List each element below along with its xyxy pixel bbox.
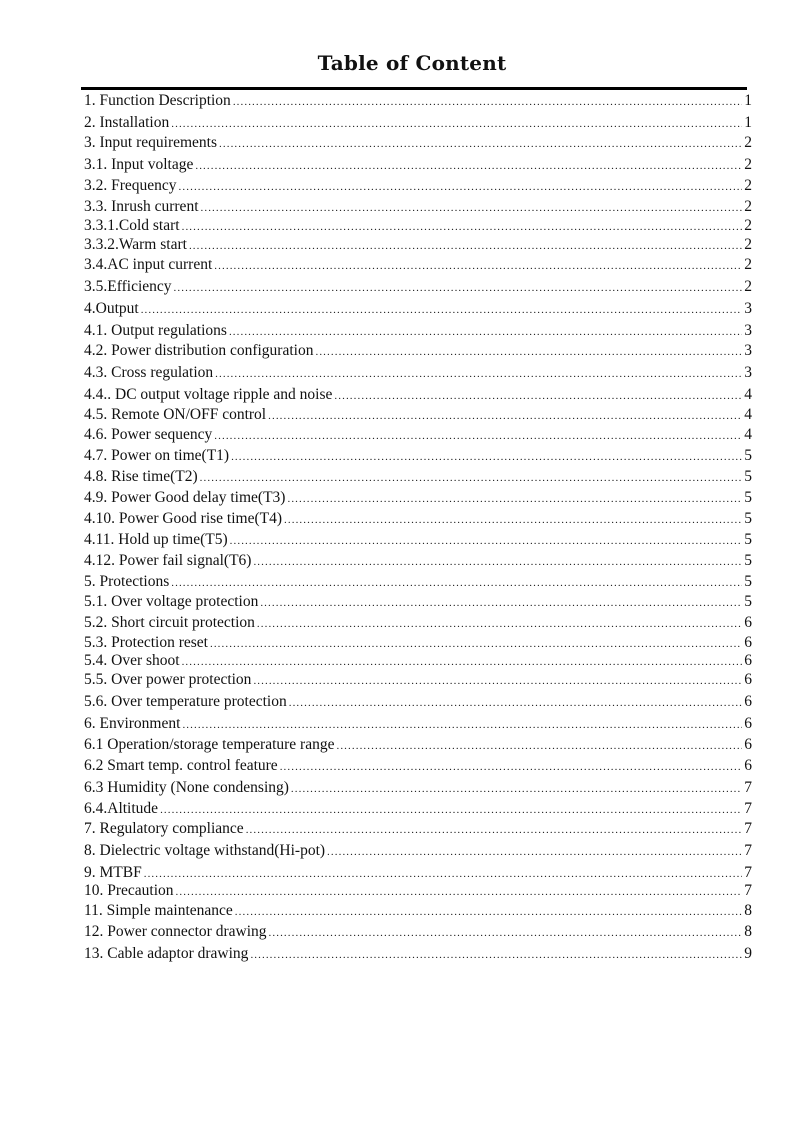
toc-entry-label: 9. MTBF: [84, 864, 142, 881]
toc-entry[interactable]: [84, 446, 752, 466]
toc-leader-dots: [235, 902, 742, 921]
toc-entry-page: 9: [744, 945, 752, 962]
toc-entry-label: 6.4.Altitude: [84, 800, 159, 817]
toc-leader-dots: [253, 671, 742, 690]
toc-entry-page: 2: [744, 134, 752, 151]
toc-entry[interactable]: [84, 91, 752, 111]
toc-leader-dots: [174, 278, 742, 297]
toc-entry-label: 11. Simple maintenance: [84, 902, 233, 919]
toc-leader-dots: [171, 114, 742, 133]
toc-leader-dots: [327, 842, 742, 861]
toc-entry-label: 7. Regulatory compliance: [84, 820, 244, 837]
toc-entry[interactable]: [84, 509, 752, 529]
toc-entry-label: 3.3.2.Warm start: [84, 236, 187, 253]
toc-entry-page: 2: [744, 236, 752, 253]
toc-entry-label: 3.3.1.Cold start: [84, 217, 180, 234]
toc-leader-dots: [182, 652, 742, 671]
toc-entry-page: 1: [744, 114, 752, 131]
toc-entry[interactable]: [84, 551, 752, 571]
toc-leader-dots: [231, 447, 742, 466]
toc-leader-dots: [214, 256, 742, 275]
toc-entry-label: 5.3. Protection reset: [84, 634, 208, 651]
toc-entry-label: 5.4. Over shoot: [84, 652, 180, 669]
toc-entry-label: 1. Function Description: [84, 92, 231, 109]
toc-entry-page: 8: [744, 923, 752, 940]
toc-entry[interactable]: [84, 405, 752, 425]
toc-entry[interactable]: [84, 467, 752, 487]
toc-entry-page: 6: [744, 614, 752, 631]
toc-leader-dots: [280, 757, 742, 776]
toc-entry[interactable]: [84, 633, 752, 653]
toc-entry-label: 4.4.. DC output voltage ripple and noise: [84, 386, 333, 403]
toc-leader-dots: [269, 923, 742, 942]
toc-entry-label: 4.10. Power Good rise time(T4): [84, 510, 283, 527]
toc-leader-dots: [230, 531, 742, 550]
toc-leader-dots: [289, 693, 742, 712]
toc-leader-dots: [200, 468, 742, 487]
toc-leader-dots: [315, 342, 742, 361]
toc-entry-label: 4.6. Power sequency: [84, 426, 213, 443]
toc-entry-page: 2: [744, 177, 752, 194]
toc-entry-label: 3.1. Input voltage: [84, 156, 194, 173]
toc-entry-label: 4.Output: [84, 300, 139, 317]
toc-entry-label: 8. Dielectric voltage withstand(Hi-pot): [84, 842, 326, 859]
toc-entry[interactable]: [84, 425, 752, 445]
toc-entry-page: 5: [744, 468, 752, 485]
toc-entry[interactable]: [84, 944, 752, 964]
toc-entry-page: 3: [744, 300, 752, 317]
toc-entry-page: 8: [744, 902, 752, 919]
toc-entry[interactable]: [84, 299, 752, 319]
toc-entry[interactable]: [84, 530, 752, 550]
toc-entry-label: 5.2. Short circuit protection: [84, 614, 255, 631]
toc-entry-label: 4.9. Power Good delay time(T3): [84, 489, 286, 506]
toc-entry-page: 7: [744, 779, 752, 796]
toc-entry[interactable]: [84, 321, 752, 341]
toc-entry[interactable]: [84, 488, 752, 508]
toc-entry-page: 5: [744, 573, 752, 590]
toc-entry-page: 2: [744, 156, 752, 173]
toc-leader-dots: [287, 489, 742, 508]
toc-leader-dots: [253, 552, 742, 571]
toc-entry-page: 4: [744, 426, 752, 443]
toc-entry-label: 6.3 Humidity (None condensing): [84, 779, 289, 796]
toc-entry-page: 7: [744, 842, 752, 859]
toc-entry-label: 13. Cable adaptor drawing: [84, 945, 249, 962]
toc-entry-page: 3: [744, 364, 752, 381]
toc-leader-dots: [233, 92, 742, 111]
toc-entry-label: 10. Precaution: [84, 882, 174, 899]
toc-leader-dots: [257, 614, 742, 633]
toc-leader-dots: [141, 300, 742, 319]
toc-entry-page: 1: [744, 92, 752, 109]
toc-entry[interactable]: [84, 216, 752, 236]
toc-leader-dots: [201, 198, 743, 217]
toc-entry-label: 3.3. Inrush current: [84, 198, 199, 215]
toc-leader-dots: [195, 156, 742, 175]
toc-entry[interactable]: [84, 363, 752, 383]
toc-entry-page: 5: [744, 510, 752, 527]
toc-leader-dots: [284, 510, 742, 529]
toc-entry[interactable]: [84, 881, 752, 901]
toc-leader-dots: [336, 736, 742, 755]
toc-entry-page: 6: [744, 736, 752, 753]
toc-entry-page: 7: [744, 864, 752, 881]
toc-entry-label: 6.2 Smart temp. control feature: [84, 757, 278, 774]
toc-entry-page: 5: [744, 552, 752, 569]
toc-entry-label: 12. Power connector drawing: [84, 923, 267, 940]
toc-entry[interactable]: [84, 572, 752, 592]
toc-entry-label: 3.5.Efficiency: [84, 278, 172, 295]
toc-entry-page: 5: [744, 489, 752, 506]
toc-entry[interactable]: [84, 819, 752, 839]
toc-entry-page: 3: [744, 342, 752, 359]
toc-leader-dots: [160, 800, 742, 819]
toc-entry[interactable]: [84, 235, 752, 255]
toc-entry[interactable]: [84, 756, 752, 776]
toc-entry[interactable]: [84, 613, 752, 633]
toc-entry-page: 7: [744, 882, 752, 899]
toc-leader-dots: [334, 386, 742, 405]
toc-entry[interactable]: [84, 735, 752, 755]
toc-entry-label: 4.5. Remote ON/OFF control: [84, 406, 267, 423]
toc-leader-dots: [291, 779, 742, 798]
toc-entry[interactable]: [84, 651, 752, 671]
toc-entry-page: 5: [744, 447, 752, 464]
toc-entry-label: 3. Input requirements: [84, 134, 218, 151]
toc-entry[interactable]: [84, 113, 752, 133]
toc-entry-label: 4.8. Rise time(T2): [84, 468, 198, 485]
toc-entry-label: 3.4.AC input current: [84, 256, 213, 273]
toc-entry-page: 7: [744, 800, 752, 817]
toc-leader-dots: [250, 945, 742, 964]
toc-leader-dots: [176, 882, 742, 901]
toc-entry[interactable]: [84, 385, 752, 405]
toc-entry-page: 6: [744, 693, 752, 710]
toc-entry[interactable]: [84, 255, 752, 275]
toc-entry-label: 5.1. Over voltage protection: [84, 593, 259, 610]
toc-entry[interactable]: [84, 670, 752, 690]
toc-entry[interactable]: [84, 799, 752, 819]
toc-entry-label: 4.2. Power distribution configuration: [84, 342, 314, 359]
toc-entry-label: 5.6. Over temperature protection: [84, 693, 287, 710]
toc-entry-label: 5.5. Over power protection: [84, 671, 252, 688]
toc-leader-dots: [182, 715, 742, 734]
toc-entry-page: 7: [744, 820, 752, 837]
toc-leader-dots: [268, 406, 742, 425]
toc-entry-page: 5: [744, 531, 752, 548]
title-rule: [81, 87, 747, 90]
toc-entry-label: 6. Environment: [84, 715, 181, 732]
toc-entry-label: 2. Installation: [84, 114, 170, 131]
toc-entry-label: 3.2. Frequency: [84, 177, 177, 194]
toc-entry-page: 3: [744, 322, 752, 339]
toc-entry-page: 2: [744, 256, 752, 273]
toc-leader-dots: [260, 593, 742, 612]
toc-leader-dots: [229, 322, 742, 341]
toc-entry-page: 4: [744, 406, 752, 423]
toc-leader-dots: [179, 177, 742, 196]
toc-entry-page: 6: [744, 671, 752, 688]
toc-entry[interactable]: [84, 277, 752, 297]
toc-leader-dots: [171, 573, 742, 592]
toc-leader-dots: [189, 236, 742, 255]
toc-entry-page: 4: [744, 386, 752, 403]
toc-entry[interactable]: [84, 863, 752, 883]
toc-entry-label: 4.11. Hold up time(T5): [84, 531, 228, 548]
toc-entry[interactable]: [84, 922, 752, 942]
page-title: Table of Content: [317, 51, 507, 75]
toc-entry[interactable]: [84, 133, 752, 153]
toc-entry-page: 6: [744, 652, 752, 669]
toc-entry-label: 4.12. Power fail signal(T6): [84, 552, 252, 569]
toc-entry-page: 6: [744, 634, 752, 651]
toc-entry-label: 4.7. Power on time(T1): [84, 447, 230, 464]
toc-entry-page: 2: [744, 198, 752, 215]
toc-entry-label: 4.3. Cross regulation: [84, 364, 214, 381]
toc-entry-label: 4.1. Output regulations: [84, 322, 227, 339]
toc-entry[interactable]: [84, 592, 752, 612]
toc-leader-dots: [214, 426, 742, 445]
toc-leader-dots: [219, 134, 742, 153]
toc-entry-page: 2: [744, 217, 752, 234]
toc-entry[interactable]: [84, 841, 752, 861]
toc-entry-label: 6.1 Operation/storage temperature range: [84, 736, 335, 753]
toc-leader-dots: [246, 820, 742, 839]
toc-entry[interactable]: [84, 197, 752, 217]
toc-entry[interactable]: [84, 155, 752, 175]
toc-entry[interactable]: [84, 901, 752, 921]
toc-entry[interactable]: [84, 692, 752, 712]
toc-entry-page: 2: [744, 278, 752, 295]
toc-leader-dots: [182, 217, 742, 236]
toc-entry[interactable]: [84, 778, 752, 798]
toc-entry-page: 6: [744, 715, 752, 732]
toc-leader-dots: [215, 364, 742, 383]
toc-entry[interactable]: [84, 341, 752, 361]
toc-entry-page: 5: [744, 593, 752, 610]
toc-entry[interactable]: [84, 714, 752, 734]
toc-entry[interactable]: [84, 176, 752, 196]
toc-entry-page: 6: [744, 757, 752, 774]
toc-entry-label: 5. Protections: [84, 573, 170, 590]
